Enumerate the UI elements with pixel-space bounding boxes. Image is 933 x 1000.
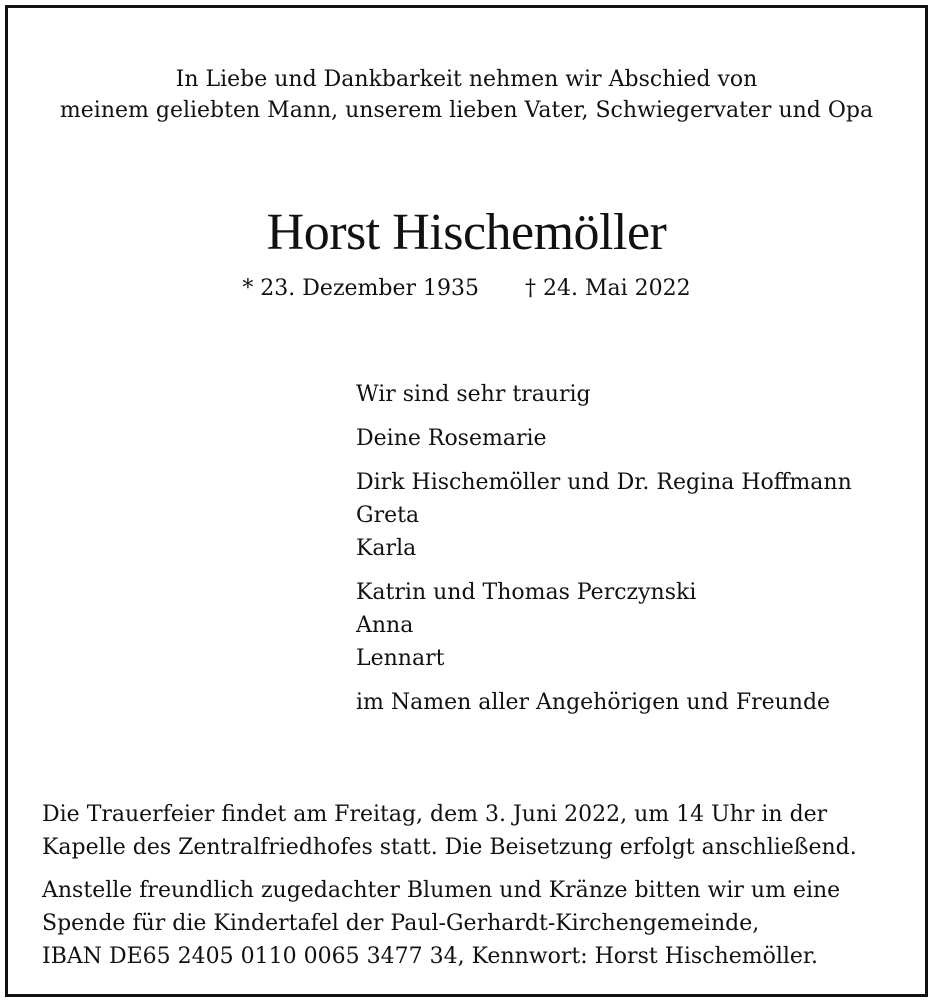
deceased-name: Horst Hischemöller (266, 204, 667, 261)
mourner-name: Greta (356, 503, 420, 528)
death-date: † 24. Mai 2022 (525, 276, 691, 301)
mourners-sentiment: Wir sind sehr traurig (356, 382, 591, 407)
mourners-closing: im Namen aller Angehörigen und Freunde (356, 690, 831, 715)
intro-line: In Liebe und Dankbarkeit nehmen wir Abschied von (175, 67, 758, 92)
mourner-wife: Deine Rosemarie (356, 426, 547, 451)
service-info (42, 798, 912, 983)
donation-paragraph (42, 874, 912, 973)
funeral-paragraph (42, 798, 912, 864)
obituary-notice (5, 5, 928, 997)
donation-line: IBAN DE65 2405 0110 0065 3477 34, Kennwort: Horst Hischemöller. (42, 944, 819, 969)
donation-line: Spende für die Kindertafel der Paul-Gerhardt-Kirchengemeinde, (42, 911, 760, 936)
funeral-line: Die Trauerfeier findet am Freitag, dem 3. Juni 2022, um 14 Uhr in der (42, 802, 828, 827)
mourner-group (356, 466, 916, 565)
mourner-group (356, 576, 916, 675)
intro-text (8, 64, 925, 126)
mourner-name: Karla (356, 536, 417, 561)
birth-date: * 23. Dezember 1935 (242, 276, 480, 301)
mourner-name: Katrin und Thomas Perczynski (356, 580, 697, 605)
mourner-name: Lennart (356, 646, 445, 671)
mourner-name: Dirk Hischemöller und Dr. Regina Hoffmann (356, 470, 852, 495)
funeral-line: Kapelle des Zentralfriedhofes statt. Die Beisetzung erfolgt anschließend. (42, 835, 857, 860)
mourners-list (356, 378, 916, 730)
life-dates (8, 274, 925, 304)
intro-line: meinem geliebten Mann, unserem lieben Vater, Schwiegervater und Opa (59, 98, 874, 123)
donation-line: Anstelle freundlich zugedachter Blumen und Kränze bitten wir um eine (42, 878, 841, 903)
mourner-name: Anna (356, 613, 414, 638)
